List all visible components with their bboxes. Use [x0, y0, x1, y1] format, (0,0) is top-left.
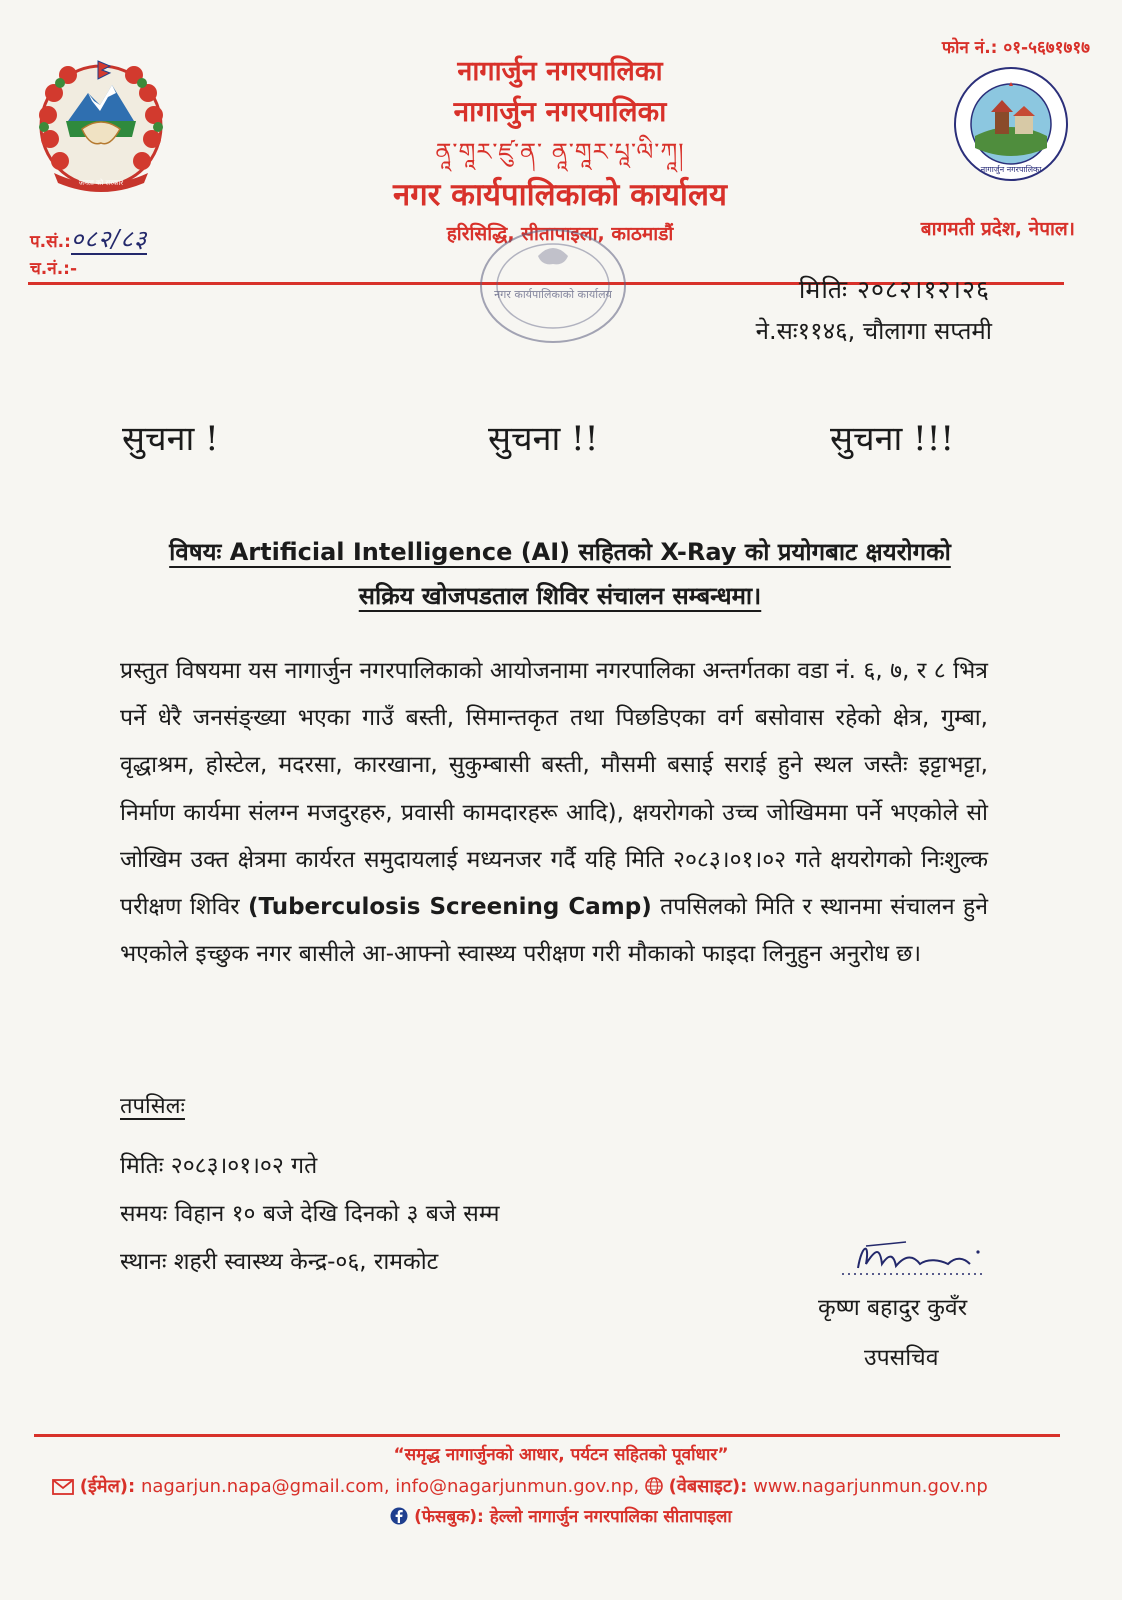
website-label: (वेबसाइट):	[668, 1476, 748, 1497]
office-address: हरिसिद्धि, सीतापाइला, काठमाडौं	[446, 223, 674, 245]
letter-date: मितिः २०८२।१२।२६	[798, 275, 990, 304]
handwritten-signature-icon	[836, 1234, 996, 1282]
reference-number	[30, 222, 147, 255]
body-text-part-1: प्रस्तुत विषयमा यस नागार्जुन नगरपालिकाको आयोजनामा नगरपालिका अन्तर्गतका वडा नं. ६, ७, र ८ भित्र पर्ने धेरै जनसंङ्ख्या भएका गाउँ बस्ती, सिमान्तकृत तथा पिछडिएका वर्ग बसोवास रहेको क्षेत्र, गुम्बा, वृद्धाश्रम, होस्टेल, मदरसा, कारखाना, सुकुम्बासी बस्ती, मौसमी बसाई सराई हुने स्थल जस्तैः इट्टाभट्टा, निर्माण कार्यमा संलग्न मजदुरहरु, प्रवासी कामदारहरू आदि), क्षयरोगको उच्च जोखिममा पर्ने भएकोले सो जोखिम उक्त क्षेत्रमा कार्यरत समुदायलाई मध्यनजर गर्दै यहि मिति २०८३।०१।०२ गते क्षयरोगको निःशुल्क परीक्षण शिविर	[120, 658, 988, 921]
notice-heading-2: सुचना !!	[488, 419, 599, 459]
footer-slogan: “समृद्ध नागार्जुनको आधार, पर्यटन सहितको पूर्वाधार”	[393, 1445, 729, 1465]
globe-icon	[645, 1477, 663, 1495]
notice-heading-1: सुचना !	[122, 419, 219, 459]
notice-body	[120, 648, 988, 978]
province-name: बागमती प्रदेश, नेपाल।	[920, 218, 1075, 240]
footer-facebook	[0, 1504, 1122, 1527]
seal-text: नागार्जुन नगरपालिका	[980, 165, 1042, 174]
signatory-name: कृष्ण बहादुर कुवँर	[818, 1295, 968, 1321]
subject-line-1: विषयः Artificial Intelligence (AI) सहितको X-Ray को प्रयोगबाट क्षयरोगको	[169, 538, 951, 566]
body-text-part-2: तपसिलको मिति र स्थानमा संचालन हुने भएकोले इच्छुक नगर बासीले आ-आफ्नो स्वास्थ्य परीक्षण गरी मौकाको फाइदा लिनुहुन अनुरोध छ।	[120, 894, 988, 968]
emblem-caption: जनता को सरकार	[78, 179, 124, 187]
notice-heading-3: सुचना !!!	[830, 419, 955, 459]
nepal-sambat-date: ने.सः११४६, चौलागा सप्तमी	[755, 317, 992, 345]
facebook-icon	[390, 1507, 408, 1525]
letterhead	[290, 52, 830, 250]
subject	[60, 530, 1060, 618]
municipality-name-tibetan: ནཱ་གཱར་ཛུ་ན་ ནཱ་གཱར་པཱ་ལི་ཀཱ།	[435, 138, 685, 166]
municipality-name-newari: नागार्जुन नगरपालिका	[453, 95, 667, 128]
subject-line-2: सक्रिय खोजपडताल शिविर संचालन सम्बन्धमा।	[358, 582, 762, 610]
schedule-place: स्थानः शहरी स्वास्थ्य केन्द्र-०६, रामकोट	[120, 1249, 439, 1275]
facebook-label: (फेसबुक):	[414, 1507, 484, 1527]
office-stamp-icon	[468, 226, 638, 356]
municipality-seal-icon	[953, 66, 1069, 182]
schedule-title: तपसिलः	[120, 1094, 185, 1119]
reference-value: ०८२/८३	[70, 225, 148, 253]
phone-number: फोन नं.: ०१-५६७१७१७	[941, 38, 1090, 58]
facebook-page[interactable]: हेल्लो नागार्जुन नगरपालिका सीतापाइला	[489, 1507, 732, 1527]
schedule-date: मितिः २०८३।०१।०२ गते	[120, 1153, 318, 1179]
website-url[interactable]: www.nagarjunmun.gov.np	[753, 1476, 988, 1497]
footer-contacts	[52, 1474, 1082, 1498]
email-addresses[interactable]: nagarjun.napa@gmail.com, info@nagarjunmun.gov.np,	[140, 1476, 640, 1497]
body-text-camp-name: (Tuberculosis Screening Camp)	[248, 894, 652, 921]
dispatch-number: च.नं.:-	[30, 259, 77, 279]
schedule-time: समयः विहान १० बजे देखि दिनको ३ बजे सम्म	[120, 1201, 500, 1227]
email-label: (ईमेल):	[79, 1476, 136, 1497]
reference-label: प.सं.:	[30, 232, 71, 252]
municipality-name-nepali: नागार्जुन नगरपालिका	[457, 56, 663, 87]
nepal-government-emblem-icon	[30, 55, 172, 197]
signatory-designation: उपसचिव	[864, 1345, 939, 1371]
stamp-text: नगर कार्यपालिकाको कार्यालय	[494, 288, 612, 301]
footer-divider	[34, 1434, 1060, 1437]
email-icon	[52, 1479, 74, 1495]
office-name: नगर कार्यपालिकाको कार्यालय	[393, 177, 727, 213]
